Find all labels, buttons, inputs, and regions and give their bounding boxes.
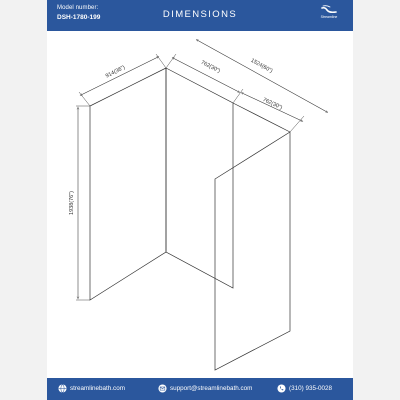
left-wall-panel — [90, 68, 166, 300]
header-bar — [47, 0, 353, 31]
back-wall-panel — [166, 68, 233, 288]
footer-phone — [277, 384, 332, 393]
dim-label-overall-width: 1524(60") — [249, 57, 274, 75]
phone-icon — [277, 384, 286, 393]
footer-email — [158, 384, 252, 393]
dim-label-left-wall: 914(36") — [104, 64, 127, 80]
phone-number[interactable]: (310) 935-0028 — [289, 385, 333, 392]
page-title: DIMENSIONS — [162, 9, 238, 20]
shower-dimension-drawing — [47, 31, 353, 378]
dim-label-back-wall: 762(30") — [199, 59, 222, 75]
spec-sheet — [47, 0, 353, 400]
model-number: DSH-1780-199 — [57, 14, 101, 21]
dim-label-return-panel: 762(30") — [261, 96, 284, 112]
brand-logo — [312, 5, 346, 27]
dim-line-left-wall — [81, 57, 158, 95]
brand-name: Streamline — [320, 15, 338, 19]
logo-icon — [321, 5, 337, 14]
email-link[interactable]: support@streamlinebath.com — [170, 385, 253, 392]
model-number-label: Model number: — [57, 5, 99, 11]
footer-website — [58, 384, 125, 393]
email-icon — [158, 384, 167, 393]
globe-icon — [58, 384, 67, 393]
website-link[interactable]: streamlinebath.com — [70, 385, 125, 392]
return-panel — [215, 132, 290, 370]
footer-bar — [47, 378, 353, 400]
dim-label-height: 1938(76") — [69, 191, 75, 215]
